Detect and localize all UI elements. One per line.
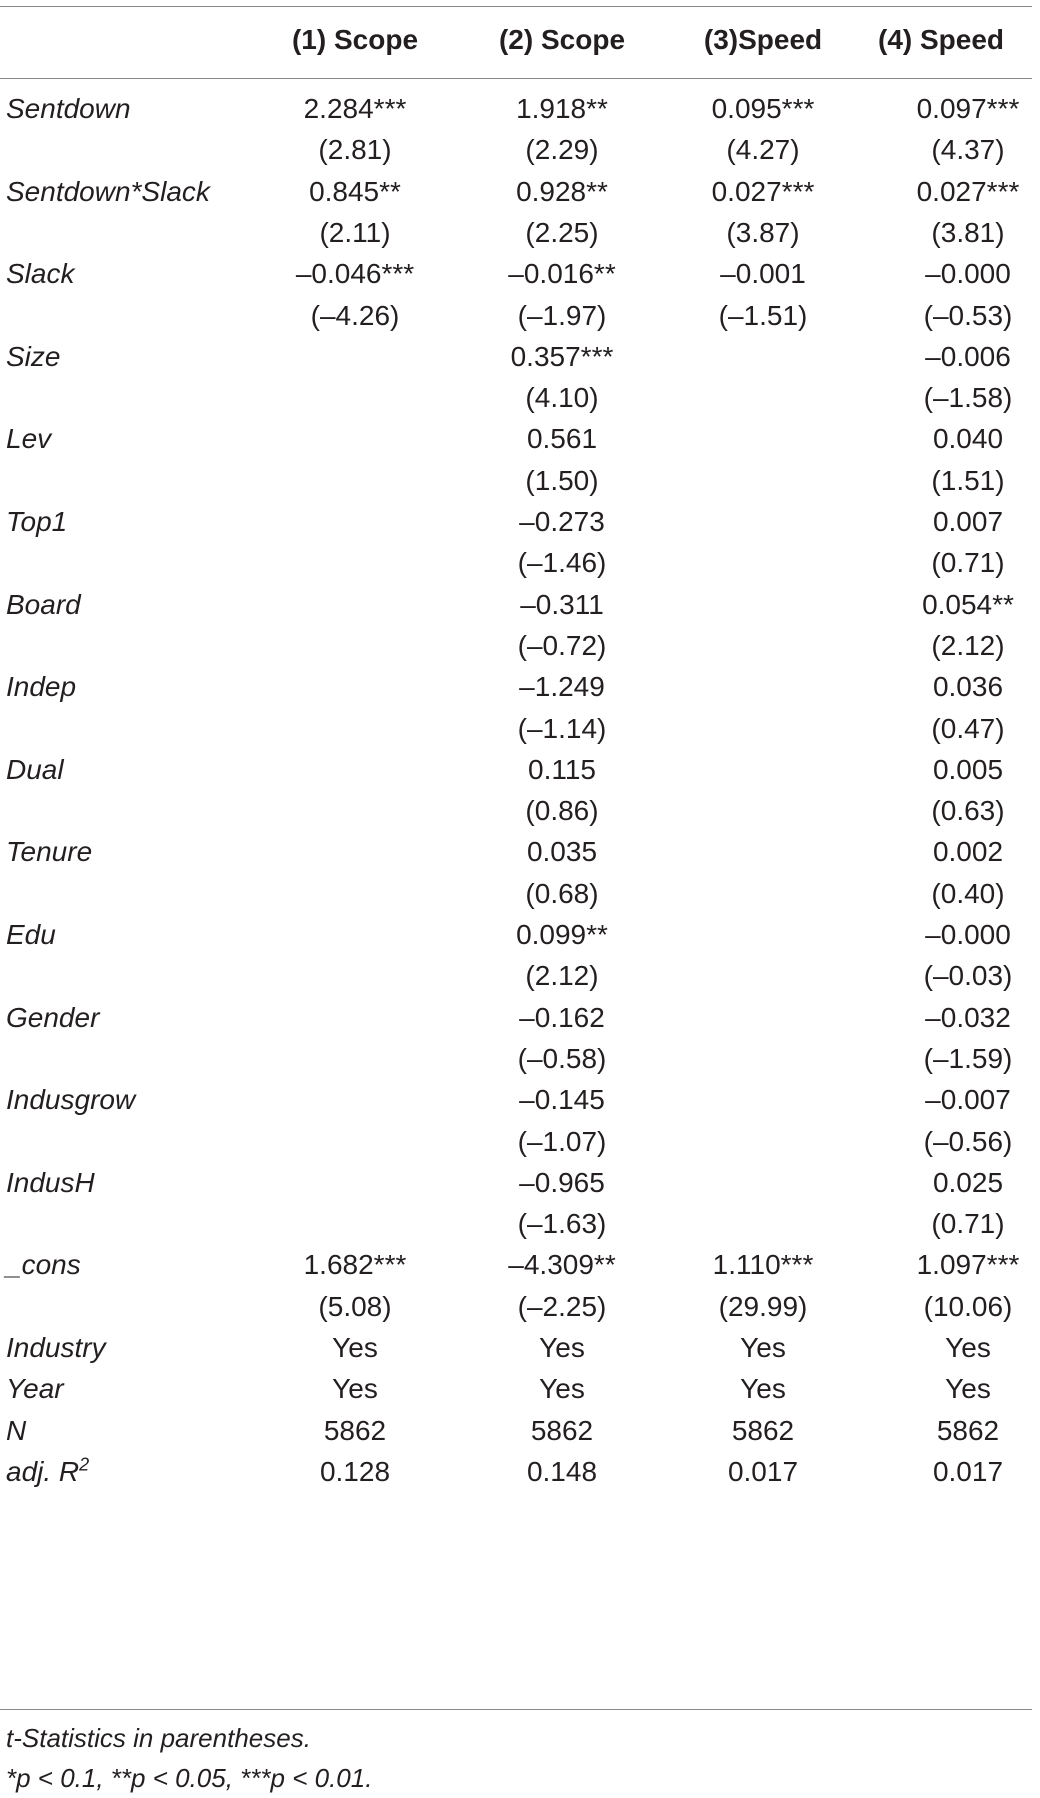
row-label-text: Indep — [6, 671, 77, 703]
table-cell-col-2: 0.035 — [526, 836, 598, 868]
table-row — [0, 85, 1040, 132]
table-cell-col-2: (–1.14) — [517, 712, 607, 744]
table-row — [0, 787, 1040, 834]
table-cell-col-2: –0.162 — [519, 1001, 605, 1033]
table-cell-col-4: (–0.03) — [923, 960, 1013, 992]
row-label-text: Size — [6, 340, 61, 372]
table-cell-col-2: 0.115 — [528, 753, 596, 785]
table-cell-col-2: 5862 — [530, 1414, 594, 1446]
table-cell-col-1: 1.682*** — [303, 1249, 407, 1281]
table-cell-col-2: (–0.58) — [517, 1042, 607, 1074]
table-row — [0, 1035, 1040, 1082]
table-cell-col-4: (10.06) — [923, 1290, 1013, 1322]
table-cell-col-3: Yes — [740, 1373, 786, 1405]
table-row — [0, 663, 1040, 710]
row-label — [6, 663, 76, 710]
table-row — [0, 1407, 1040, 1454]
row-label — [6, 1076, 135, 1123]
row-label — [6, 828, 92, 875]
row-label — [6, 911, 56, 958]
row-label-text: Gender — [6, 1001, 100, 1033]
header-col-2: (2) Scope — [498, 24, 626, 55]
row-label-text: Industry — [6, 1332, 106, 1363]
table-cell-col-3: 0.027*** — [711, 175, 815, 207]
table-cell-col-4: 0.036 — [932, 671, 1004, 703]
table-cell-col-1: 0.845** — [309, 175, 401, 207]
table-cell-col-4: (0.71) — [931, 1208, 1005, 1240]
table-row — [0, 1118, 1040, 1165]
row-label-text: Tenure — [6, 836, 93, 868]
row-label-text: N — [6, 1414, 27, 1446]
table-row — [0, 911, 1040, 958]
table-row — [0, 746, 1040, 793]
table-cell-col-4: (–0.53) — [923, 299, 1013, 331]
table-cell-col-2: –4.309** — [508, 1249, 616, 1281]
table-cell-col-4: 0.007 — [932, 506, 1004, 537]
row-label-text: Indusgrow — [6, 1084, 136, 1116]
table-cell-col-2: (–1.97) — [517, 299, 607, 331]
table-cell-col-2: (–1.46) — [517, 547, 607, 579]
table-cell-col-2: Yes — [539, 1373, 585, 1405]
table-cell-col-3: (–1.51) — [718, 299, 808, 331]
table-cell-col-2: –0.311 — [520, 588, 604, 620]
table-row — [0, 209, 1040, 256]
table-cell-col-4: 0.025 — [932, 1166, 1004, 1198]
table-cell-col-1: 2.284*** — [303, 93, 407, 124]
row-label-text: _cons — [6, 1249, 81, 1281]
table-row — [0, 250, 1040, 297]
table-cell-col-2: 0.928** — [516, 175, 608, 207]
table-cell-col-4: –0.007 — [925, 1084, 1011, 1116]
header-col-1: (1) Scope — [291, 24, 419, 55]
table-row — [0, 1365, 1040, 1412]
table-cell-col-4: Yes — [945, 1332, 991, 1363]
table-cell-col-2: –0.273 — [519, 506, 605, 537]
table-cell-col-3: 0.017 — [727, 1455, 799, 1487]
table-row — [0, 539, 1040, 586]
table-cell-col-4: (2.12) — [931, 629, 1005, 661]
table-row — [0, 994, 1040, 1041]
table-cell-col-2: 0.099** — [516, 919, 608, 950]
row-label-text: Lev — [6, 423, 52, 455]
table-cell-col-4: 0.040 — [932, 423, 1004, 455]
table-cell-col-3: (4.27) — [726, 134, 800, 166]
table-cell-col-4: –0.000 — [925, 258, 1011, 290]
table-row — [0, 498, 1040, 545]
table-cell-col-4: (3.81) — [931, 216, 1005, 248]
table-cell-col-4: (0.63) — [931, 795, 1005, 827]
table-cell-col-2: (–0.72) — [517, 629, 607, 661]
row-label-text: IndusH — [6, 1166, 95, 1198]
row-label-text: Board — [6, 588, 81, 620]
top-rule — [0, 6, 1032, 7]
note-significance: *p < 0.1, **p < 0.05, ***p < 0.01. — [6, 1763, 373, 1793]
row-label — [6, 1365, 64, 1412]
table-cell-col-4: 0.027*** — [916, 175, 1020, 207]
row-label — [6, 1448, 89, 1495]
table-cell-col-2: (–2.25) — [517, 1290, 607, 1322]
table-row — [0, 1324, 1040, 1371]
row-label — [6, 1241, 81, 1288]
table-row — [0, 952, 1040, 999]
row-label — [6, 415, 51, 462]
bottom-rule — [0, 1709, 1032, 1710]
table-cell-col-4: 0.054** — [922, 588, 1014, 620]
table-cell-col-2: (4.10) — [525, 382, 599, 414]
table-cell-col-2: (–1.07) — [517, 1125, 607, 1157]
row-label — [6, 250, 74, 297]
table-cell-col-2: 0.561 — [526, 423, 598, 455]
table-cell-col-3: 1.110*** — [712, 1249, 814, 1281]
table-cell-col-1: 0.128 — [319, 1455, 391, 1487]
table-cell-col-4: –0.000 — [925, 919, 1011, 950]
table-row — [0, 1159, 1040, 1206]
table-row — [0, 374, 1040, 421]
table-row — [0, 705, 1040, 752]
table-row — [0, 622, 1040, 669]
table-cell-col-4: (–1.59) — [923, 1042, 1013, 1074]
table-cell-col-4: 0.097*** — [916, 93, 1020, 124]
row-label — [6, 1159, 95, 1206]
table-cell-col-2: (0.86) — [525, 795, 599, 827]
table-notes — [6, 1718, 372, 1798]
table-cell-col-2: –0.965 — [519, 1166, 605, 1198]
header-col-4: (4) Speed — [878, 24, 1005, 55]
table-cell-col-3: –0.001 — [720, 258, 806, 290]
row-label — [6, 746, 64, 793]
table-row — [0, 1448, 1040, 1495]
table-row — [0, 1076, 1040, 1123]
table-cell-col-4: (4.37) — [931, 134, 1005, 166]
table-cell-col-4: (1.51) — [931, 464, 1005, 496]
table-cell-col-4: (0.71) — [931, 547, 1005, 579]
table-cell-col-2: (–1.63) — [517, 1208, 607, 1240]
table-cell-col-4: (–0.56) — [923, 1125, 1013, 1157]
table-cell-col-4: (0.47) — [931, 712, 1005, 744]
header-col-3: (3)Speed — [703, 24, 823, 55]
table-row — [0, 1241, 1040, 1288]
table-cell-col-2: –0.016** — [508, 258, 616, 290]
row-label-text: Sentdown — [6, 93, 131, 124]
table-cell-col-2: (0.68) — [525, 877, 599, 909]
table-row — [0, 828, 1040, 875]
table-cell-col-2: –0.145 — [519, 1084, 605, 1116]
row-label-text: Year — [6, 1373, 64, 1405]
table-cell-col-3: (3.87) — [726, 216, 800, 248]
table-cell-col-2: 0.357*** — [510, 340, 614, 372]
table-cell-col-2: 1.918** — [516, 93, 608, 124]
table-row — [0, 457, 1040, 504]
table-cell-col-2: –1.249 — [519, 671, 605, 703]
table-row — [0, 126, 1040, 173]
table-cell-col-3: 5862 — [731, 1414, 795, 1446]
table-cell-col-4: 0.005 — [932, 753, 1004, 785]
table-row — [0, 333, 1040, 380]
row-label-text: Top1 — [6, 506, 68, 537]
row-label — [6, 498, 67, 545]
table-cell-col-2: (2.25) — [525, 216, 599, 248]
table-row — [0, 292, 1040, 339]
row-label — [6, 1407, 26, 1454]
table-cell-col-2: (2.12) — [525, 960, 599, 992]
row-label — [6, 168, 210, 215]
table-cell-col-3: 0.095*** — [711, 93, 815, 124]
table-cell-col-1: (2.11) — [319, 216, 391, 248]
row-label — [6, 333, 60, 380]
table-cell-col-1: (5.08) — [318, 1290, 392, 1322]
table-cell-col-4: (0.40) — [931, 877, 1005, 909]
table-row — [0, 1283, 1040, 1330]
row-label-text: Dual — [6, 753, 64, 785]
row-label-text: adj. R — [6, 1455, 80, 1487]
table-cell-col-4: 5862 — [936, 1414, 1000, 1446]
table-row — [0, 581, 1040, 628]
table-cell-col-1: 5862 — [323, 1414, 387, 1446]
table-cell-col-1: Yes — [332, 1332, 378, 1363]
row-label-superscript: 2 — [79, 1454, 90, 1475]
table-cell-col-1: –0.046*** — [295, 258, 415, 290]
table-row — [0, 168, 1040, 215]
table-cell-col-4: 0.017 — [932, 1455, 1004, 1487]
row-label-text: Slack — [6, 258, 75, 290]
row-label — [6, 1324, 106, 1371]
table-cell-col-4: 1.097*** — [916, 1249, 1020, 1281]
table-cell-col-3: Yes — [740, 1332, 786, 1363]
table-cell-col-4: Yes — [945, 1373, 991, 1405]
table-cell-col-4: 0.002 — [932, 836, 1004, 868]
row-label-text: Sentdown*Slack — [6, 175, 210, 207]
note-t-statistics: t-Statistics in parentheses. — [6, 1723, 311, 1753]
table-cell-col-1: (2.81) — [318, 134, 392, 166]
table-row — [0, 1200, 1040, 1247]
row-label — [6, 581, 81, 628]
header-rule — [0, 78, 1032, 79]
row-label-text: Edu — [6, 919, 56, 950]
table-cell-col-4: (–1.58) — [923, 382, 1013, 414]
table-cell-col-1: (–4.26) — [310, 299, 400, 331]
table-cell-col-1: Yes — [332, 1373, 378, 1405]
table-cell-col-4: –0.006 — [925, 340, 1011, 372]
table-row — [0, 870, 1040, 917]
table-cell-col-2: Yes — [539, 1332, 585, 1363]
table-cell-col-3: (29.99) — [718, 1290, 808, 1322]
row-label — [6, 994, 99, 1041]
table-row — [0, 415, 1040, 462]
table-cell-col-2: (1.50) — [525, 464, 599, 496]
row-label — [6, 85, 131, 132]
table-cell-col-2: (2.29) — [525, 134, 599, 166]
table-cell-col-2: 0.148 — [526, 1455, 598, 1487]
table-cell-col-4: –0.032 — [925, 1001, 1011, 1033]
